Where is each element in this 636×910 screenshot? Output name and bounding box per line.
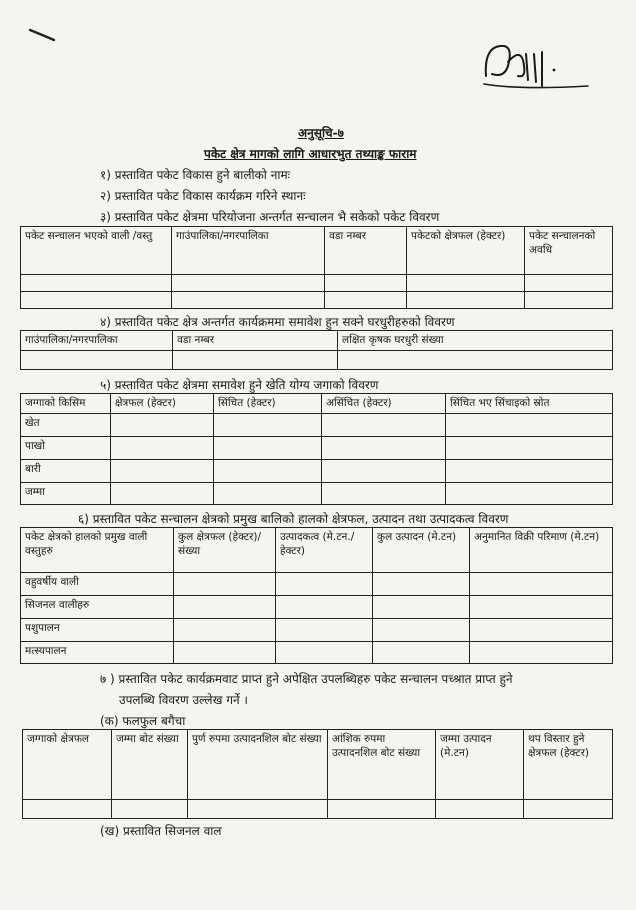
table-row (21, 596, 613, 619)
table-existing-pockets (20, 226, 613, 309)
table-row (21, 460, 613, 483)
table-cell[interactable] (525, 292, 613, 309)
table-cell[interactable] (373, 642, 470, 664)
table-major-crops (20, 527, 613, 664)
item-1: १) प्रस्तावित पकेट विकास हुने बालीको नामः (100, 168, 291, 182)
form-title: पकेट क्षेत्र मागको लागि आधारभुत तथ्याङ्क फाराम (204, 147, 417, 161)
table-cell[interactable] (111, 460, 214, 483)
table-cell[interactable] (446, 437, 613, 460)
col-header: गाउंपालिका/नगरपालिका (21, 331, 173, 351)
table-cell[interactable] (524, 800, 613, 819)
table-cell[interactable] (446, 414, 613, 437)
table-cell[interactable] (338, 351, 613, 370)
table-cell[interactable] (407, 275, 525, 292)
table-cell[interactable] (470, 642, 613, 664)
table-cell[interactable] (111, 437, 214, 460)
row-label: खेत (21, 414, 111, 437)
table-cell[interactable] (325, 292, 407, 309)
col-header: लक्षित कृषक घरधुरी संख्या (338, 331, 613, 351)
table-cell[interactable] (276, 619, 373, 642)
item-5: ५) प्रस्तावित पकेट क्षेत्रमा समावेश हुने खेति योग्य जगाको विवरण (100, 378, 379, 392)
col-header: कुल उत्पादन (मे.टन) (373, 528, 470, 573)
table-cell[interactable] (21, 275, 172, 292)
table-cell[interactable] (470, 573, 613, 596)
col-header: उत्पादकत्व (मे.टन./हेक्टर) (276, 528, 373, 573)
table-row (21, 437, 613, 460)
table-cell[interactable] (470, 619, 613, 642)
item-7-kha: (ख) प्रस्तावित सिजनल वाल (100, 824, 222, 838)
table-households (20, 330, 613, 370)
table-header-row (21, 227, 613, 275)
table-header-row (21, 394, 613, 414)
table-cell[interactable] (276, 596, 373, 619)
col-header: वडा नम्बर (325, 227, 407, 275)
table-cell[interactable] (174, 596, 276, 619)
table-cell[interactable] (172, 292, 325, 309)
table-cell[interactable] (214, 460, 322, 483)
row-label: जम्मा (21, 483, 111, 505)
table-cell[interactable] (276, 642, 373, 664)
col-header: वडा नम्बर (173, 331, 338, 351)
table-cell[interactable] (214, 483, 322, 505)
table-cell[interactable] (174, 619, 276, 642)
item-7-continued: उपलब्धि विवरण उल्लेख गर्ने । (119, 693, 248, 707)
item-4: ४) प्रस्तावित पकेट क्षेत्र अन्तर्गत कार्यक्रममा समावेश हुन सक्ने घरधुरीहरुको विवरण (100, 315, 455, 329)
table-cell[interactable] (111, 483, 214, 505)
table-cell[interactable] (112, 800, 188, 819)
item-2: २) प्रस्तावित पकेट विकास कार्यक्रम गरिने स्थानः (100, 189, 306, 203)
table-cell[interactable] (174, 573, 276, 596)
table-cell[interactable] (525, 275, 613, 292)
col-header: पकेटको क्षेत्रफल (हेक्टर) (407, 227, 525, 275)
table-cell[interactable] (446, 460, 613, 483)
table-cell[interactable] (23, 800, 112, 819)
col-header: अनुमानित विक्री परिमाण (मे.टन) (470, 528, 613, 573)
col-header: थप विस्तार हुने क्षेत्रफल (हेक्टर) (524, 730, 613, 800)
table-row (21, 414, 613, 437)
table-row (21, 642, 613, 664)
item-7-ka: (क) फलफुल बगैचा (100, 714, 186, 728)
table-cell[interactable] (322, 437, 446, 460)
col-header: गाउंपालिका/नगरपालिका (172, 227, 325, 275)
item-6: ६) प्रस्तावित पकेट सन्चालन क्षेत्रको प्रमुख बालिको हालको क्षेत्रफल, उत्पादन तथा उत्पादकत्व विवरण (78, 512, 509, 526)
table-row (21, 619, 613, 642)
table-row (21, 351, 613, 370)
item-3: ३) प्रस्तावित पकेट क्षेत्रमा परियोजना अन्तर्गत सन्चालन भै सकेको पकेट विवरण (100, 210, 440, 224)
table-cell[interactable] (325, 275, 407, 292)
table-row (21, 483, 613, 505)
row-label: पाखो (21, 437, 111, 460)
table-cell[interactable] (111, 414, 214, 437)
table-cell[interactable] (322, 483, 446, 505)
table-cell[interactable] (172, 275, 325, 292)
col-header: सिंचित भए सिंचाइको स्रोत (446, 394, 613, 414)
col-header: जम्मा उत्पादन (मे.टन) (436, 730, 524, 800)
table-row (21, 275, 613, 292)
table-cell[interactable] (322, 414, 446, 437)
row-label: सिजनल वालीहरु (21, 596, 174, 619)
table-cell[interactable] (436, 800, 524, 819)
table-cell[interactable] (174, 642, 276, 664)
table-cell[interactable] (373, 596, 470, 619)
annex-heading: अनुसूचि-७ (298, 126, 344, 140)
table-header-row (21, 528, 613, 573)
table-row (21, 292, 613, 309)
col-header: पकेट सन्चालन भएको वाली /वस्तु (21, 227, 172, 275)
row-label: बारी (21, 460, 111, 483)
row-label: पशुपालन (21, 619, 174, 642)
table-cell[interactable] (214, 437, 322, 460)
col-header: पुर्ण रुपमा उत्पादनशिल बोट संख्या (188, 730, 328, 800)
table-cell[interactable] (21, 292, 172, 309)
col-header: कुल क्षेत्रफल (हेक्टर)/संख्या (174, 528, 276, 573)
table-cell[interactable] (214, 414, 322, 437)
row-label: मत्स्यपालन (21, 642, 174, 664)
col-header: क्षेत्रफल (हेक्टर) (111, 394, 214, 414)
col-header: पकेट सन्चालनको अवधि (525, 227, 613, 275)
table-cell[interactable] (407, 292, 525, 309)
table-cell[interactable] (328, 800, 436, 819)
table-row (23, 800, 613, 819)
table-header-row (21, 331, 613, 351)
item-7: ७ ) प्रस्तावित पकेट कार्यक्रमवाट प्राप्त हुने अपेक्षित उपलब्धिहरु पकेट सन्चालन पच्श्रात प्राप्त हुने (100, 672, 513, 686)
table-cell[interactable] (446, 483, 613, 505)
signature (478, 36, 598, 96)
table-cell[interactable] (322, 460, 446, 483)
row-label: वहुवर्षीय वाली (21, 573, 174, 596)
table-cell[interactable] (276, 573, 373, 596)
col-header: असिंचित (हेक्टर) (322, 394, 446, 414)
col-header: जग्गाको किसिम (21, 394, 111, 414)
pen-mark (28, 26, 58, 44)
table-cell[interactable] (470, 596, 613, 619)
col-header: सिंचित (हेक्टर) (214, 394, 322, 414)
table-arable-land (20, 393, 613, 505)
table-cell[interactable] (373, 573, 470, 596)
col-header: पकेट क्षेत्रको हालको प्रमुख वाली वस्तुहरु (21, 528, 174, 573)
table-cell[interactable] (173, 351, 338, 370)
col-header: जम्मा बोट संख्या (112, 730, 188, 800)
col-header: जग्गाको क्षेत्रफल (23, 730, 112, 800)
table-orchard (22, 729, 613, 819)
col-header: आंशिक रुपमा उत्पादनशिल बोट संख्या (328, 730, 436, 800)
table-cell[interactable] (21, 351, 173, 370)
table-cell[interactable] (373, 619, 470, 642)
table-cell[interactable] (188, 800, 328, 819)
table-header-row (23, 730, 613, 800)
table-row (21, 573, 613, 596)
